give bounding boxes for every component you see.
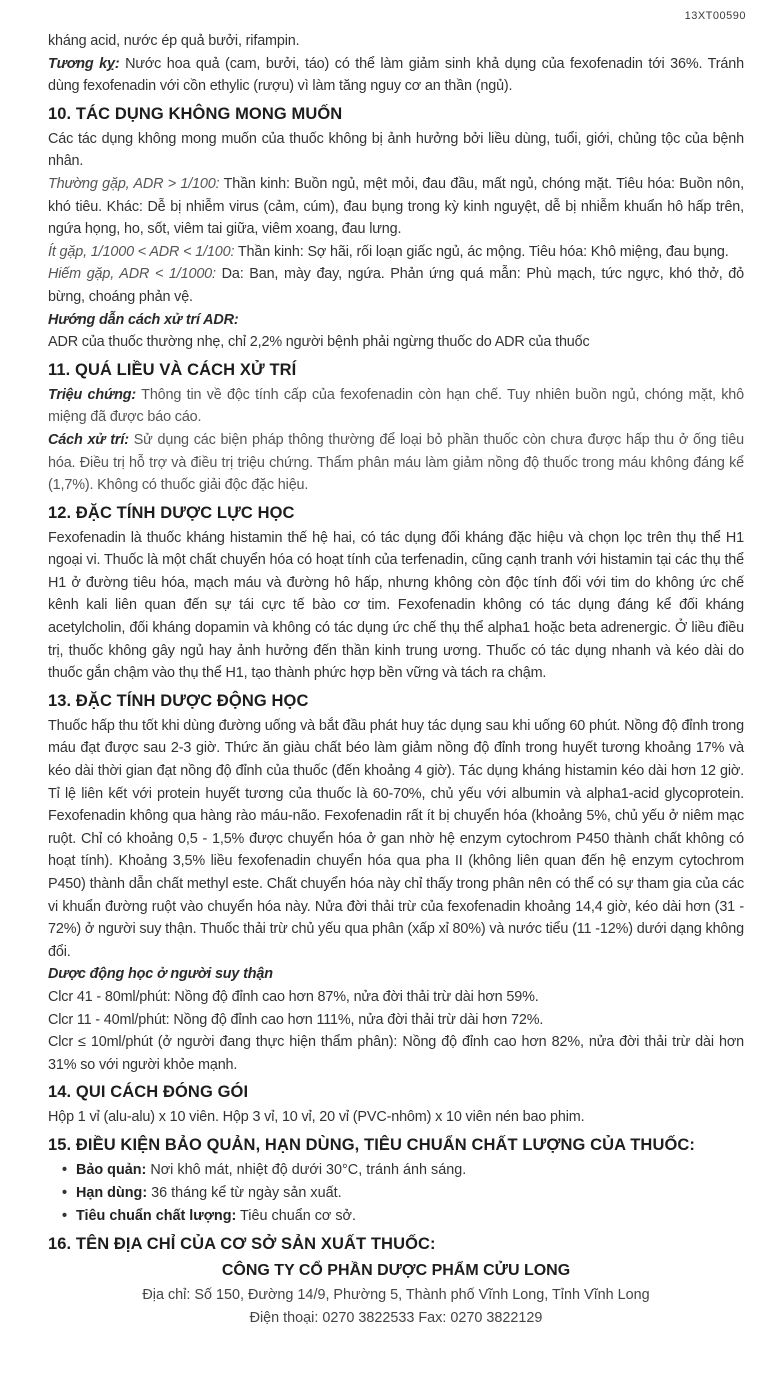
document-code: 13XT00590 <box>684 10 746 22</box>
section-15-title: 15. ĐIỀU KIỆN BẢO QUẢN, HẠN DÙNG, TIÊU CHUẨN CHẤT LƯỢNG CỦA THUỐC: <box>48 1135 696 1154</box>
standard-label: Tiêu chuẩn chất lượng: <box>76 1207 237 1224</box>
leaflet-content <box>48 30 744 1329</box>
adr-common-label: Thường gặp, ADR > 1/100: <box>48 175 220 192</box>
section-14-title: 14. QUI CÁCH ĐÓNG GÓI <box>48 1083 249 1102</box>
overdose-treatment <box>48 429 744 497</box>
adr-rare-label: Hiếm gặp, ADR < 1/1000: <box>48 266 216 283</box>
adr-common <box>48 173 744 241</box>
adr-rare-text: Da: Ban, mày đay, ngứa. Phản ứng quá mẫn: Phù mạch, tức ngực, khó thở, đỏ bừng, choáng phản vệ. <box>48 266 744 305</box>
section-10-title: 10. TÁC DỤNG KHÔNG MONG MUỐN <box>48 104 343 123</box>
overdose-symptoms <box>48 384 744 429</box>
adr-guide-label: Hướng dẫn cách xử trí ADR: <box>48 311 239 328</box>
adr-guide-text: ADR của thuốc thường nhẹ, chỉ 2,2% người bệnh phải ngừng thuốc do ADR của thuốc <box>48 334 590 351</box>
section-16-title: 16. TÊN ĐỊA CHỈ CỦA CƠ SỞ SẢN XUẤT THUỐC: <box>48 1234 436 1253</box>
section-11-title: 11. QUÁ LIỀU VÀ CÁCH XỬ TRÍ <box>48 360 297 379</box>
renal-heading <box>48 963 744 986</box>
renal-line-3: Clcr ≤ 10ml/phút (ở người đang thực hiện thẩm phân): Nồng độ đỉnh cao hơn 82%, nửa đời thải trừ dài hơn 31% so với người khỏe mạnh. <box>48 1034 744 1073</box>
expiry-label: Hạn dùng: <box>76 1184 148 1201</box>
interaction-text: Nước hoa quả (cam, bưởi, táo) có thể làm giảm sinh khả dụng của fexofenadin tới 36%. Tránh dùng fexofenadin với cồn ethylic (rượu) vì làm tăng nguy cơ an thần (ngủ). <box>48 55 744 95</box>
adr-uncommon-text: Thần kinh: Sợ hãi, rối loạn giấc ngủ, ác mộng. Tiêu hóa: Khô miệng, đau bụng. <box>234 243 729 260</box>
interaction-label: Tương kỵ: <box>48 55 120 72</box>
standard-text: Tiêu chuẩn cơ sở. <box>236 1207 356 1224</box>
bullet-icon: • <box>62 1161 68 1178</box>
adr-rare <box>48 263 744 308</box>
interaction-paragraph <box>48 53 744 98</box>
adr-uncommon-label: Ít gặp, 1/1000 < ADR < 1/100: <box>48 243 235 260</box>
company-address: Địa chỉ: Số 150, Đường 14/9, Phường 5, Thành phố Vĩnh Long, Tỉnh Vĩnh Long <box>142 1286 650 1303</box>
renal-line-1: Clcr 41 - 80ml/phút: Nồng độ đỉnh cao hơn 87%, nửa đời thải trừ dài hơn 59%. <box>48 988 539 1005</box>
adr-uncommon <box>48 241 744 264</box>
adr-guide-heading <box>48 309 744 332</box>
adr-common-text: Thần kinh: Buồn ngủ, mệt mỏi, đau đầu, mất ngủ, chóng mặt. Tiêu hóa: Buồn nôn, khó tiêu. Khác: Dễ bị nhiễm virus (cảm, cúm), đau bụng trong kỳ kinh nguyệt, dễ bị nhiễm khuẩn hô hấp trên, ngứa họng, ho, sốt, viêm tai giữa, viêm xoang, đau lưng. <box>48 175 744 238</box>
section-12-title: 12. ĐẶC TÍNH DƯỢC LỰC HỌC <box>48 503 295 522</box>
storage-text: Nơi khô mát, nhiệt độ dưới 30°C, tránh ánh sáng. <box>146 1161 467 1178</box>
storage-list <box>48 1159 744 1228</box>
overdose-symptoms-label: Triệu chứng: <box>48 386 137 403</box>
overdose-treatment-text: Sử dụng các biện pháp thông thường để loại bỏ phần thuốc còn chưa được hấp thu ở ống tiêu hóa. Điều trị hỗ trợ và điều trị triệu chứng. Thẩm phân máu làm giảm nồng độ thuốc trong máu không đáng kể (1,7%). Không có thuốc giải độc đặc hiệu. <box>48 431 744 494</box>
company-name: CÔNG TY CỔ PHẦN DƯỢC PHẨM CỬU LONG <box>221 1261 571 1279</box>
renal-label: Dược động học ở người suy thận <box>48 966 273 983</box>
renal-line-2: Clcr 11 - 40ml/phút: Nồng độ đỉnh cao hơn 111%, nửa đời thải trừ dài hơn 72%. <box>48 1011 544 1028</box>
section-13-title: 13. ĐẶC TÍNH DƯỢC ĐỘNG HỌC <box>48 691 309 710</box>
pharmacokinetics-text: Thuốc hấp thu tốt khi dùng đường uống và bắt đầu phát huy tác dụng sau khi uống 60 phút. Nồng độ đỉnh trong máu đạt được sau 2-3 giờ. Thức ăn giàu chất béo làm giảm nồng độ đỉnh trong huyết tương khoảng 17% và kéo dài thời gian đạt nồng độ đỉnh của thuốc (đến khoảng 4 giờ). Tác dụng kháng histamin kéo dài hơn 12 giờ. Tỉ lệ liên kết với protein huyết tương của thuốc là 60-70%, chủ yếu với albumin và alpha1-acid glycoprotein. Fexofenadin không qua hàng rào máu-não. Fexofenadin rất ít bị chuyển hóa (khoảng 5%, chủ yếu ở niêm mạc ruột. Chỉ có khoảng 0,5 - 1,5% được chuyển hóa ở gan nhờ hệ enzym cytochrom P450 thành chất không có hoạt tính). Khoảng 3,5% liều fexofenadin chuyển hóa qua pha II (không liên quan đến hệ enzym cytochrom P450) thành dẫn chất methyl este. Chất chuyển hóa này chỉ thấy trong phân nên có thể có sự tham gia của các vi khuẩn đường ruột vào chuyển hóa này. Nửa đời thải trừ của fexofenadin khoảng 14,4 giờ, kéo dài hơn (31 - 72%) ở người suy thận. Thuốc thải trừ chủ yếu qua phân (xấp xỉ 80%) và nước tiểu (11 -12%) dưới dạng không đổi. <box>48 717 744 960</box>
bullet-icon: • <box>62 1207 68 1224</box>
packaging-text: Hộp 1 vỉ (alu-alu) x 10 viên. Hộp 3 vỉ, 10 vỉ, 20 vỉ (PVC-nhôm) x 10 viên nén bao phim. <box>48 1109 585 1126</box>
intro-line: kháng acid, nước ép quả bưởi, rifampin. <box>48 33 300 49</box>
list-item <box>62 1205 744 1228</box>
expiry-text: 36 tháng kể từ ngày sản xuất. <box>147 1184 342 1201</box>
bullet-icon: • <box>62 1184 68 1201</box>
overdose-treatment-label: Cách xử trí: <box>48 431 129 448</box>
company-phone: Điện thoại: 0270 3822533 Fax: 0270 3822129 <box>249 1309 543 1326</box>
storage-label: Bảo quản: <box>76 1161 147 1178</box>
overdose-symptoms-text: Thông tin về độc tính cấp của fexofenadin còn hạn chế. Tuy nhiên buồn ngủ, chóng mặt, khô miệng đã được báo cáo. <box>48 386 744 426</box>
list-item <box>62 1182 744 1205</box>
pharmacodynamics-text: Fexofenadin là thuốc kháng histamin thế hệ hai, có tác dụng đối kháng đặc hiệu và chọn lọc trên thụ thể H1 ngoại vi. Thuốc là một chất chuyển hóa có hoạt tính của terfenadin, cũng cạnh tranh với histamin tại các thụ thể H1 ở đường tiêu hóa, mạch máu và đường hô hấp, nhưng không còn độc tính đối với tim do không ức chế kênh kali liên quan đến sự tái cực tế bào cơ tim. Fexofenadin không có tác dụng đáng kể đối kháng acetylcholin, đối kháng dopamin và không có tác dụng ức chế thụ thể alpha1 hoặc beta adrenergic. Ở liều điều trị, thuốc không gây ngủ hay ảnh hưởng đến thần kinh trung ương. Thuốc có tác dụng nhanh và kéo dài do thuốc gắn chậm vào thụ thể H1, tạo thành phức hợp bền vững và tách ra chậm. <box>48 529 744 682</box>
section-10-intro: Các tác dụng không mong muốn của thuốc không bị ảnh hưởng bởi liều dùng, tuổi, giới, chủng tộc của bệnh nhân. <box>48 130 744 170</box>
list-item <box>62 1159 744 1182</box>
